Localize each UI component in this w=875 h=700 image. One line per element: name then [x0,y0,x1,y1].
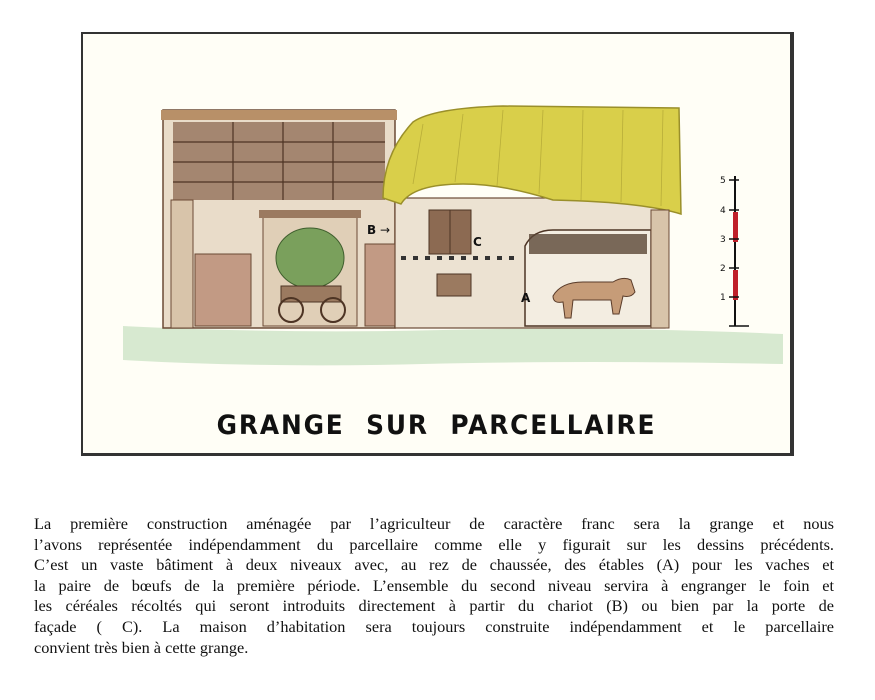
caption-text [34,514,834,658]
scale-tick-2: 2 [720,264,726,274]
caption-line: l’avons représentée indépendamment du parcellaire comme elle y figurait sur les dessins précédents. [34,534,834,554]
caption-line: les céréales récoltés qui seront introduits directement à partir du chariot (B) ou bien par la porte de [34,596,834,616]
caption-line: C’est un vaste bâtiment à deux niveaux avec, au rez de chaussée, des étables (A) pour les vaches et [34,555,834,575]
marker-b: B [367,223,377,237]
scale-tick-4: 4 [720,206,726,216]
caption-line: la paire de bœufs de la première période. L’ensemble du second niveau servira à engranger le foin et [34,575,834,595]
scale-tick-3: 3 [720,235,726,245]
caption-line: La première construction aménagée par l’agriculteur de caractère franc sera la grange et nous [34,514,834,533]
barn-illustration [83,34,790,404]
scale-tick-1: 1 [720,293,726,303]
illustration-plate [81,32,794,456]
svg-text:→: → [380,223,391,237]
caption-line: façade ( C). La maison d’habitation sera toujours construite indépendamment et le parcellaire [34,616,834,636]
caption-line: convient très bien à cette grange. [34,637,249,657]
plate-title: GRANGE SUR PARCELLAIRE [216,410,657,441]
scale-tick-5: 5 [720,176,726,186]
marker-c: C [473,235,482,249]
marker-a: A [521,291,531,305]
